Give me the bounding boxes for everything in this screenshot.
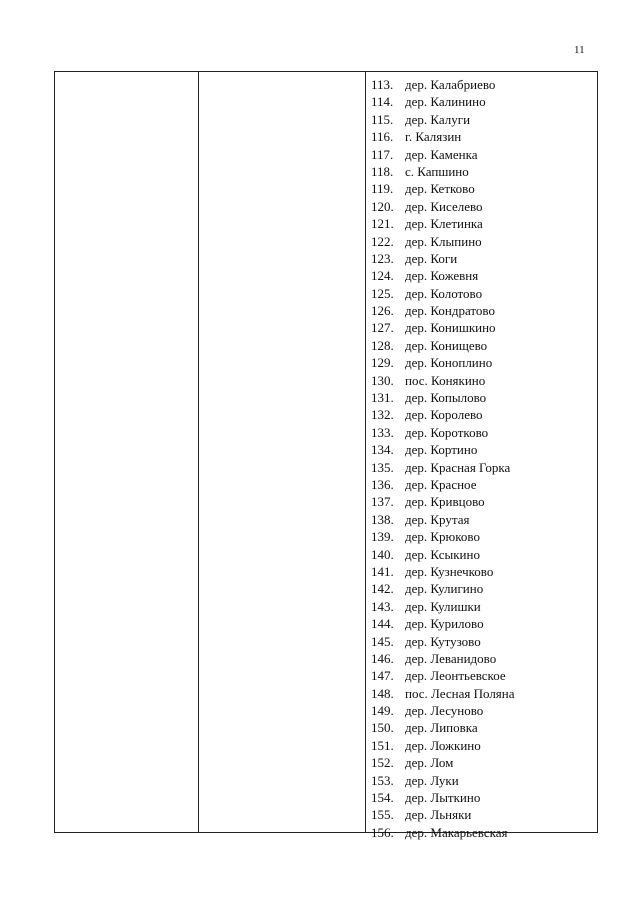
page-number: 11 [574,44,585,56]
list-item [371,719,515,736]
list-item [371,372,515,389]
item-number: 148. [371,685,394,701]
list-item [371,806,515,823]
item-number: 128. [371,337,394,353]
settlement-name: дер. Киселево [405,198,483,214]
settlement-name: дер. Кривцово [405,494,485,510]
settlements-table [54,71,598,840]
item-number: 124. [371,268,394,284]
item-number: 147. [371,668,394,684]
settlement-name: дер. Лесуново [405,703,484,719]
settlement-name: пос. Лесная Поляна [405,685,515,701]
list-item [371,685,515,702]
list-item [371,215,515,232]
item-number: 131. [371,390,394,406]
list-item [371,424,515,441]
item-number: 138. [371,511,394,527]
list-item [371,737,515,754]
list-item [371,772,515,789]
item-number: 150. [371,720,394,736]
item-number: 141. [371,563,394,579]
list-item [371,180,515,197]
list-item [371,111,515,128]
item-number: 126. [371,303,394,319]
settlement-name: дер. Королево [405,407,483,423]
item-number: 130. [371,372,394,388]
settlement-name: дер. Клыпино [405,233,482,249]
item-number: 137. [371,494,394,510]
item-number: 114. [371,94,394,110]
list-item [371,493,515,510]
settlement-name: дер. Кетково [405,181,475,197]
item-number: 136. [371,476,394,492]
item-number: 149. [371,703,394,719]
settlement-name: дер. Крюково [405,529,480,545]
settlement-name: с. Капшино [405,163,469,179]
item-number: 139. [371,529,394,545]
list-item [371,824,515,841]
settlement-name: дер. Макарьевская [405,824,508,840]
settlement-name: дер. Коноплино [405,355,493,371]
item-number: 113. [371,77,394,92]
settlement-name: дер. Льняки [405,807,472,823]
list-item [371,354,515,371]
list-item [371,319,515,336]
item-number: 142. [371,581,394,597]
settlement-name: дер. Кожевня [405,268,479,284]
item-number: 146. [371,650,394,666]
list-item [371,267,515,284]
settlement-name: г. Калязин [405,129,462,145]
list-item [371,476,515,493]
settlement-name: дер. Красная Горка [405,459,511,475]
column-divider [198,72,199,832]
item-number: 133. [371,424,394,440]
list-item [371,563,515,580]
list-item [371,546,515,563]
list-item [371,702,515,719]
settlement-name: дер. Крутая [405,511,470,527]
item-number: 115. [371,111,394,127]
settlement-name: дер. Клетинка [405,216,483,232]
settlement-name: дер. Леванидово [405,650,497,666]
settlement-name: дер. Калуги [405,111,471,127]
list-item [371,250,515,267]
list-item [371,459,515,476]
list-item [371,598,515,615]
settlement-name: дер. Ксыкино [405,546,480,562]
settlement-name: дер. Кузнечково [405,563,494,579]
list-item [371,302,515,319]
list-item [371,633,515,650]
list-item [371,233,515,250]
list-item [371,128,515,145]
settlement-name: дер. Кулишки [405,598,481,614]
settlement-name: дер. Кондратово [405,303,495,319]
list-item [371,163,515,180]
item-number: 155. [371,807,394,823]
item-number: 122. [371,233,394,249]
item-number: 118. [371,163,394,179]
list-item [371,528,515,545]
settlement-name: дер. Липовка [405,720,478,736]
settlement-name: дер. Лыткино [405,790,481,806]
settlement-name: дер. Красное [405,476,477,492]
settlement-name: дер. Коротково [405,424,489,440]
settlement-name: дер. Ложкино [405,737,481,753]
settlement-name: дер. Кутузово [405,633,481,649]
settlement-name: дер. Коги [405,250,458,266]
list-item [371,580,515,597]
item-number: 129. [371,355,394,371]
list-item [371,389,515,406]
list-item [371,615,515,632]
settlement-name: дер. Леонтьевское [405,668,506,684]
settlement-name: дер. Конишкино [405,320,496,336]
list-item [371,754,515,771]
list-item [371,146,515,163]
settlement-name: дер. Кортино [405,442,478,458]
settlement-name: дер. Конищево [405,337,488,353]
list-item [371,441,515,458]
item-number: 125. [371,285,394,301]
column-divider [365,72,366,832]
item-number: 119. [371,181,394,197]
item-number: 143. [371,598,394,614]
settlement-name: пос. Конякино [405,372,486,388]
item-number: 127. [371,320,394,336]
item-number: 132. [371,407,394,423]
item-number: 152. [371,755,394,771]
settlement-name: дер. Калабриево [405,77,496,92]
list-item [371,198,515,215]
settlement-name: дер. Луки [405,772,459,788]
list-item [371,76,515,93]
settlement-name: дер. Калинино [405,94,486,110]
settlement-name: дер. Каменка [405,146,478,162]
settlement-name: дер. Колотово [405,285,483,301]
item-number: 145. [371,633,394,649]
item-number: 117. [371,146,394,162]
item-number: 116. [371,129,394,145]
item-number: 144. [371,616,394,632]
list-item [371,511,515,528]
settlement-name: дер. Лом [405,755,454,771]
list-item [371,285,515,302]
item-number: 123. [371,250,394,266]
item-number: 120. [371,198,394,214]
settlement-name: дер. Копылово [405,390,487,406]
list-item [371,337,515,354]
item-number: 140. [371,546,394,562]
list-item [371,93,515,110]
item-number: 151. [371,737,394,753]
list-item [371,789,515,806]
item-number: 154. [371,790,394,806]
item-number: 156. [371,824,394,840]
settlement-name: дер. Кулигино [405,581,484,597]
item-number: 153. [371,772,394,788]
settlement-list [371,76,515,841]
item-number: 135. [371,459,394,475]
list-item [371,406,515,423]
list-item [371,650,515,667]
settlement-name: дер. Курилово [405,616,484,632]
item-number: 134. [371,442,394,458]
list-item [371,667,515,684]
item-number: 121. [371,216,394,232]
